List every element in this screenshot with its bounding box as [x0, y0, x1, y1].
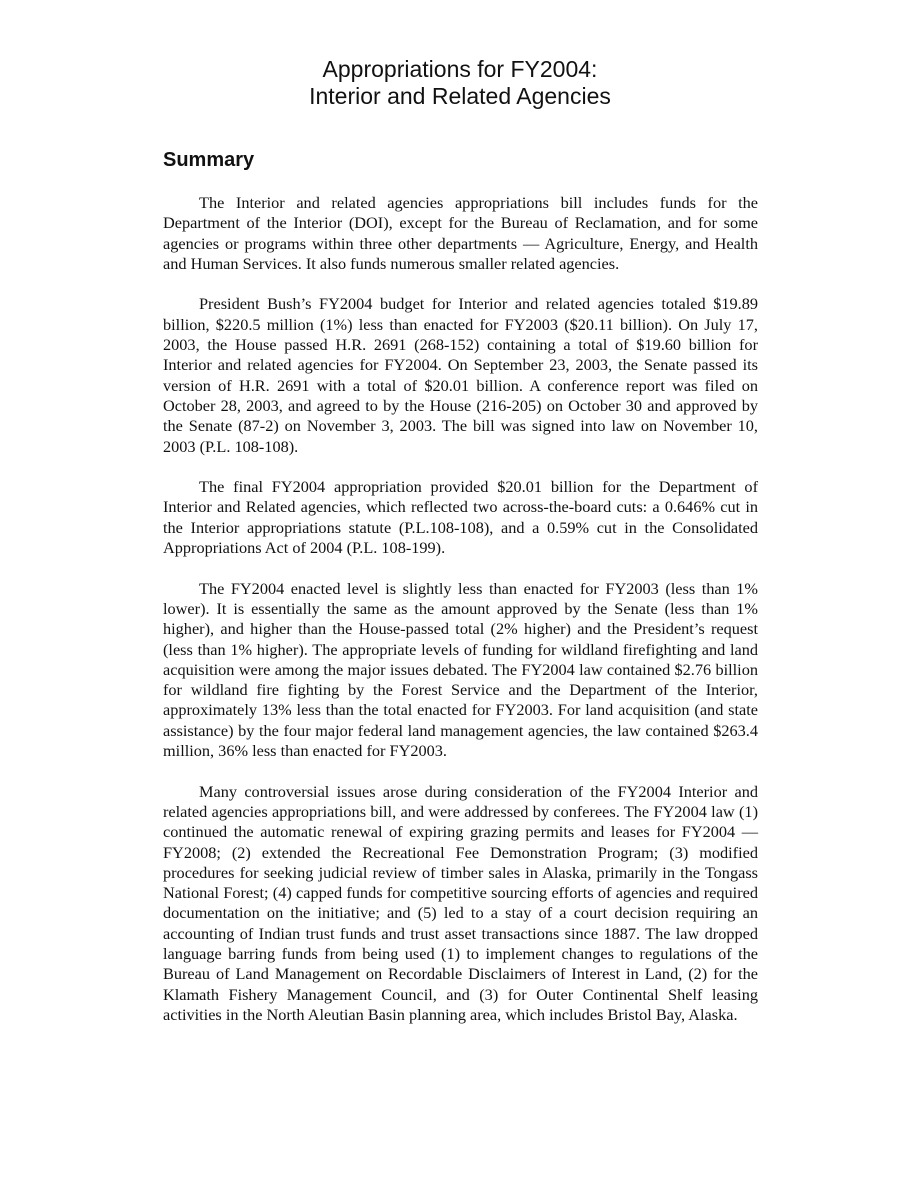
section-heading: Summary [163, 149, 255, 171]
document-title [160, 56, 760, 110]
summary-body [163, 193, 758, 1045]
title-line-1: Appropriations for FY2004: [322, 56, 598, 82]
title-line-2: Interior and Related Agencies [309, 83, 611, 109]
paragraph-1: The Interior and related agencies appropriations bill includes funds for the Department of the Interior (DOI), except for the Bureau of Reclamation, and for some agencies or programs within three other departments — Agriculture, Energy, and Health and Human Services. It also funds numerous smaller related agencies. [163, 193, 758, 273]
paragraph-3: The final FY2004 appropriation provided $20.01 billion for the Department of Interior and Related agencies, which reflected two across-the-board cuts: a 0.646% cut in the Interior appropriations statute (P.L.108-108), and a 0.59% cut in the Consolidated Appropriations Act of 2004 (P.L. 108-199). [163, 477, 758, 558]
paragraph-4: The FY2004 enacted level is slightly less than enacted for FY2003 (less than 1% lower). It is essentially the same as the amount approved by the Senate (less than 1% higher), and higher than the House-passed total (2% higher) and the President’s request (less than 1% higher). The appropriate levels of funding for wildland firefighting and land acquisition were among the major issues debated. The FY2004 law contained $2.76 billion for wildland fire fighting by the Forest Service and the Department of the Interior, approximately 13% less than the total enacted for FY2003. For land acquisition (and state assistance) by the four major federal land management agencies, the law contained $263.4 million, 36% less than enacted for FY2003. [163, 578, 758, 761]
paragraph-2: President Bush’s FY2004 budget for Interior and related agencies totaled $19.89 billion, $220.5 million (1%) less than enacted for FY2003 ($20.11 billion). On July 17, 2003, the House passed H.R. 2691 (268-152) containing a total of $19.60 billion for Interior and related agencies for FY2004. On September 23, 2003, the Senate passed its version of H.R. 2691 with a total of $20.01 billion. A conference report was filed on October 28, 2003, and agreed to by the House (216-205) on October 30 and approved by the Senate (87-2) on November 3, 2003. The bill was signed into law on November 10, 2003 (P.L. 108-108). [163, 294, 758, 456]
paragraph-5: Many controversial issues arose during consideration of the FY2004 Interior and related agencies appropriations bill, and were addressed by conferees. The FY2004 law (1) continued the automatic renewal of expiring grazing permits and leases for FY2004 — FY2008; (2) extended the Recreational Fee Demonstration Program; (3) modified procedures for seeking judicial review of timber sales in Alaska, primarily in the Tongass National Forest; (4) capped funds for competitive sourcing efforts of agencies and required documentation on the initiative; and (5) led to a stay of a court decision requiring an accounting of Indian trust funds and trust asset transactions since 1887. The law dropped language barring funds from being used (1) to implement changes to regulations of the Bureau of Land Management on Recordable Disclaimers of Interest in Land, (2) for the Klamath Fishery Management Council, and (3) for Outer Continental Shelf leasing activities in the North Aleutian Basin planning area, which includes Bristol Bay, Alaska. [163, 781, 758, 1024]
